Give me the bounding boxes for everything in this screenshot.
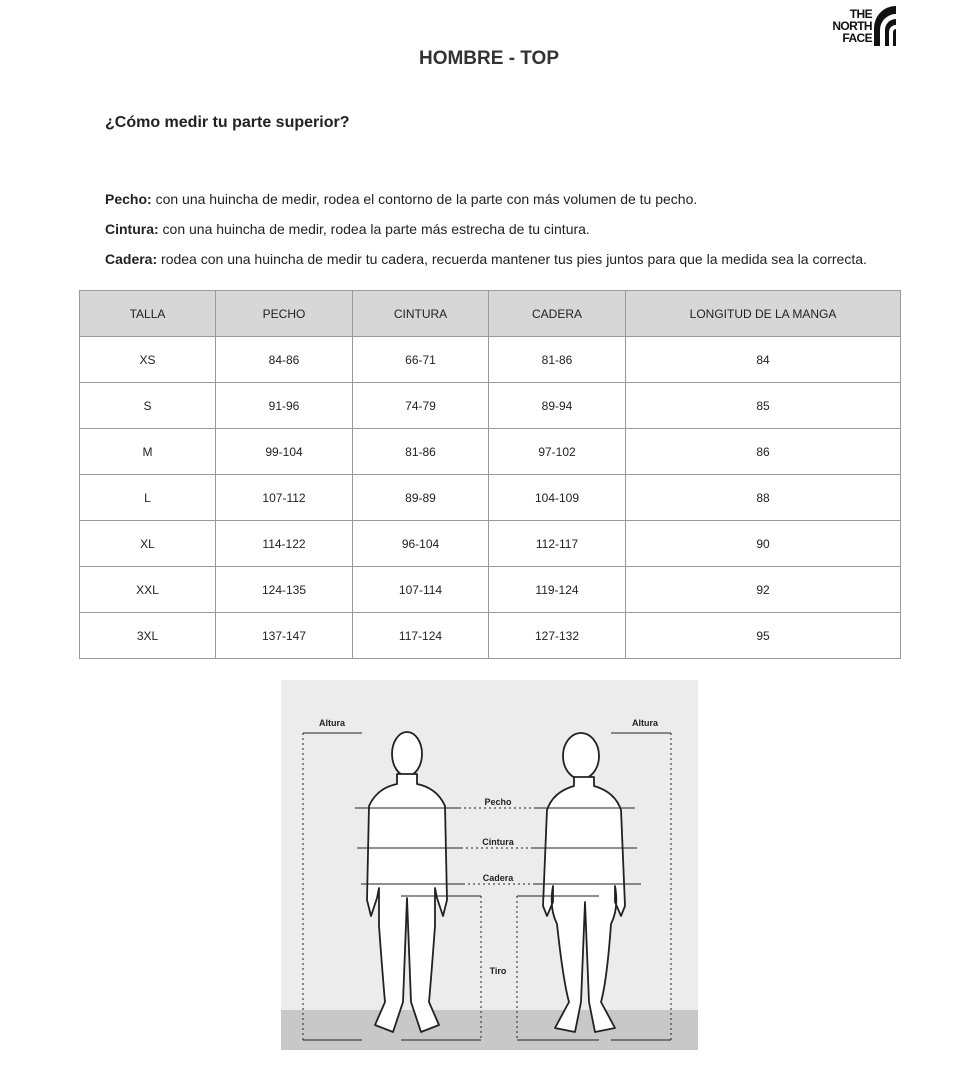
header-size: TALLA xyxy=(80,291,216,337)
header-hip: CADERA xyxy=(489,291,626,337)
cell-waist: 81-86 xyxy=(353,429,489,475)
cell-waist: 89-89 xyxy=(353,475,489,521)
cell-waist: 107-114 xyxy=(353,567,489,613)
cell-chest: 91-96 xyxy=(216,383,353,429)
cell-size: XS xyxy=(80,337,216,383)
label-height-left: Altura xyxy=(318,718,346,728)
instruction-chest xyxy=(105,191,697,207)
figure-background xyxy=(281,680,698,1050)
logo-line-face: FACE xyxy=(842,31,872,45)
logo-line-north: NORTH xyxy=(832,19,872,33)
brand-logo xyxy=(812,6,898,48)
instruction-waist-text: con una huincha de medir, rodea la parte más estrecha de tu cintura. xyxy=(158,221,590,237)
label-inseam: Tiro xyxy=(489,966,507,976)
table-row xyxy=(80,567,901,613)
label-height-right: Altura xyxy=(631,718,659,728)
size-table xyxy=(79,290,901,659)
cell-sleeve: 88 xyxy=(626,475,901,521)
cell-sleeve: 84 xyxy=(626,337,901,383)
label-waist: Cintura xyxy=(482,837,514,847)
cell-hip: 112-117 xyxy=(489,521,626,567)
section-subtitle: ¿Cómo medir tu parte superior? xyxy=(105,114,350,131)
label-hip: Cadera xyxy=(482,873,514,883)
instruction-hip-term: Cadera: xyxy=(105,251,158,267)
cell-waist: 96-104 xyxy=(353,521,489,567)
cell-size: L xyxy=(80,475,216,521)
cell-sleeve: 92 xyxy=(626,567,901,613)
figure-floor xyxy=(281,1010,698,1050)
cell-sleeve: 85 xyxy=(626,383,901,429)
cell-size: M xyxy=(80,429,216,475)
cell-hip: 89-94 xyxy=(489,383,626,429)
cell-chest: 114-122 xyxy=(216,521,353,567)
cell-chest: 107-112 xyxy=(216,475,353,521)
cell-sleeve: 90 xyxy=(626,521,901,567)
table-row xyxy=(80,383,901,429)
cell-size: S xyxy=(80,383,216,429)
header-sleeve: LONGITUD DE LA MANGA xyxy=(626,291,901,337)
instruction-chest-term: Pecho: xyxy=(105,191,152,207)
cell-hip: 127-132 xyxy=(489,613,626,659)
logo-line-the: THE xyxy=(849,7,872,21)
cell-waist: 117-124 xyxy=(353,613,489,659)
cell-chest: 99-104 xyxy=(216,429,353,475)
cell-waist: 66-71 xyxy=(353,337,489,383)
half-dome-icon xyxy=(812,6,898,48)
measurement-figure xyxy=(281,680,698,1050)
cell-size: XXL xyxy=(80,567,216,613)
cell-chest: 84-86 xyxy=(216,337,353,383)
cell-hip: 97-102 xyxy=(489,429,626,475)
instruction-waist xyxy=(105,221,590,237)
cell-sleeve: 95 xyxy=(626,613,901,659)
cell-size: 3XL xyxy=(80,613,216,659)
table-row xyxy=(80,475,901,521)
table-row xyxy=(80,429,901,475)
cell-hip: 104-109 xyxy=(489,475,626,521)
table-header-row xyxy=(80,291,901,337)
header-chest: PECHO xyxy=(216,291,353,337)
instruction-hip-text: rodea con una huincha de medir tu cadera, recuerda mantener tus pies juntos para que la medida sea la correcta. xyxy=(157,251,867,267)
instruction-waist-term: Cintura: xyxy=(105,221,159,237)
instruction-chest-text: con una huincha de medir, rodea el contorno de la parte con más volumen de tu pecho. xyxy=(151,191,698,207)
header-waist: CINTURA xyxy=(353,291,489,337)
cell-waist: 74-79 xyxy=(353,383,489,429)
cell-size: XL xyxy=(80,521,216,567)
cell-chest: 124-135 xyxy=(216,567,353,613)
cell-sleeve: 86 xyxy=(626,429,901,475)
page-title: HOMBRE - TOP xyxy=(418,48,560,69)
table-row xyxy=(80,337,901,383)
instruction-hip xyxy=(105,251,867,267)
label-chest: Pecho xyxy=(484,797,512,807)
table-row xyxy=(80,521,901,567)
cell-chest: 137-147 xyxy=(216,613,353,659)
cell-hip: 119-124 xyxy=(489,567,626,613)
cell-hip: 81-86 xyxy=(489,337,626,383)
table-row xyxy=(80,613,901,659)
